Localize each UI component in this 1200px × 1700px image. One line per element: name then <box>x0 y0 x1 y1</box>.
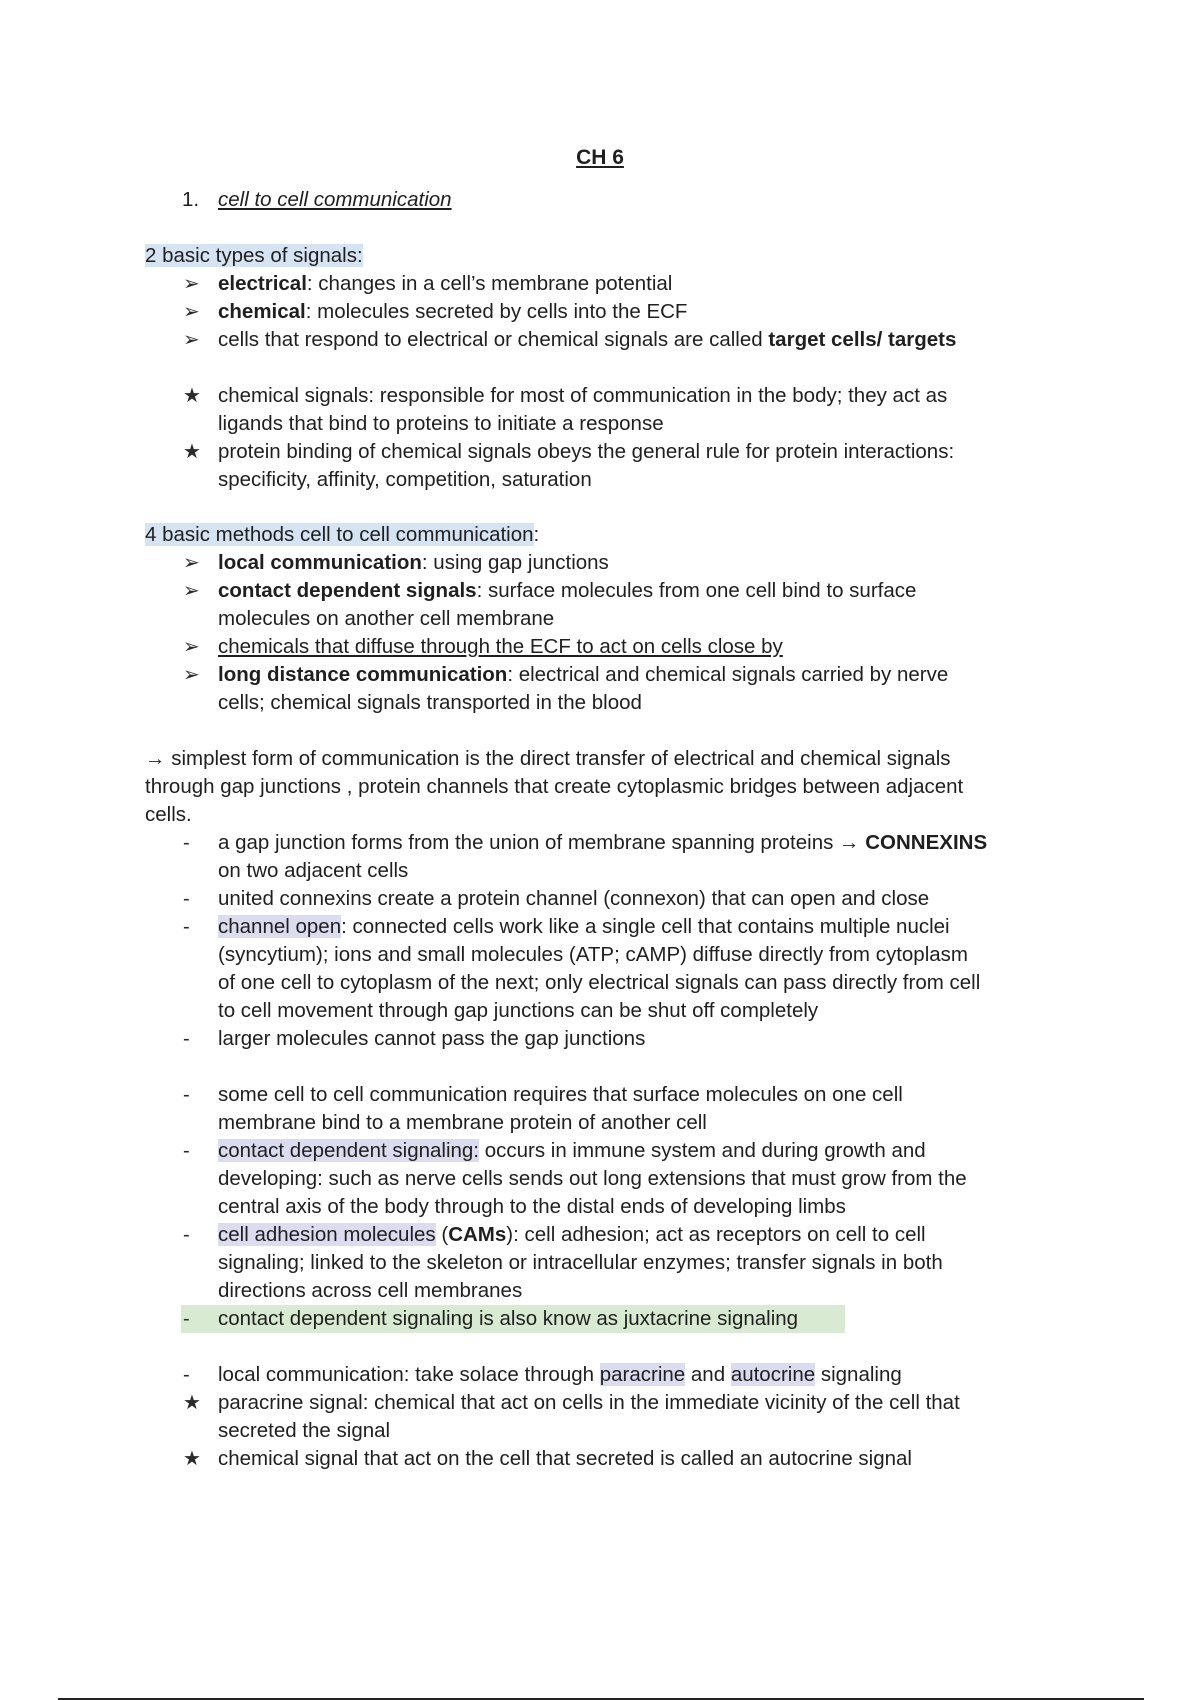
arrow-bullet-icon: ➢ <box>183 301 200 323</box>
list-item-cont: secreted the signal <box>218 1419 391 1442</box>
dash-bullet: - <box>183 1140 190 1162</box>
list-item-cont: specificity, affinity, competition, saturation <box>218 468 592 491</box>
list-item: larger molecules cannot pass the gap junctions <box>218 1027 646 1050</box>
arrow-bullet-icon: ➢ <box>183 580 200 602</box>
dash-bullet: - <box>183 916 190 938</box>
list-item: contact dependent signaling: occurs in immune system and during growth and <box>218 1139 926 1162</box>
dash-bullet: - <box>183 1084 190 1106</box>
methods-title: 4 basic methods cell to cell communication: <box>145 523 540 546</box>
dash-bullet: - <box>183 1364 190 1386</box>
arrow-bullet-icon: ➢ <box>183 273 200 295</box>
list-item: electrical: changes in a cell’s membrane potential <box>218 272 673 295</box>
dash-bullet: - <box>183 1224 190 1246</box>
arrow-bullet-icon: ➢ <box>183 664 200 686</box>
list-item-cont: membrane bind to a membrane protein of another cell <box>218 1111 707 1134</box>
list-item-cont: developing: such as nerve cells sends out long extensions that must grow from the <box>218 1167 967 1190</box>
list-item-cont: molecules on another cell membrane <box>218 607 555 630</box>
page-title: CH 6 <box>576 146 624 169</box>
list-item: local communication: take solace through paracrine and autocrine signaling <box>218 1363 902 1386</box>
dash-bullet: - <box>183 1028 190 1050</box>
list-item-cont: signaling; linked to the skeleton or intracellular enzymes; transfer signals in both <box>218 1251 943 1274</box>
list-item: chemical: molecules secreted by cells into the ECF <box>218 300 688 323</box>
arrow-bullet-icon: ➢ <box>183 636 200 658</box>
list-item-cont: of one cell to cytoplasm of the next; only electrical signals can pass directly from cell <box>218 971 981 994</box>
list-item-cont: to cell movement through gap junctions can be shut off completely <box>218 999 819 1022</box>
list-item-cont: central axis of the body through to the distal ends of developing limbs <box>218 1195 846 1218</box>
list-item: long distance communication: electrical and chemical signals carried by nerve <box>218 663 949 686</box>
section-heading: cell to cell communication <box>218 188 452 211</box>
list-item: cells that respond to electrical or chemical signals are called target cells/ targets <box>218 328 957 351</box>
list-item: united connexins create a protein channel (connexon) that can open and close <box>218 887 930 910</box>
star-bullet-icon: ★ <box>183 385 201 407</box>
star-bullet-icon: ★ <box>183 441 201 463</box>
list-item: local communication: using gap junctions <box>218 551 609 574</box>
list-item-cont: cells; chemical signals transported in the blood <box>218 691 642 714</box>
list-item: cell adhesion molecules (CAMs): cell adhesion; act as receptors on cell to cell <box>218 1223 926 1246</box>
list-item-cont: on two adjacent cells <box>218 859 409 882</box>
list-item: paracrine signal: chemical that act on cells in the immediate vicinity of the cell that <box>218 1391 960 1414</box>
list-number: 1. <box>182 188 200 211</box>
list-item: chemicals that diffuse through the ECF to act on cells close by <box>218 635 783 658</box>
arrow-bullet-icon: ➢ <box>183 329 200 351</box>
arrow-bullet-icon: ➢ <box>183 552 200 574</box>
list-item: protein binding of chemical signals obeys the general rule for protein interactions: <box>218 440 955 463</box>
list-item: contact dependent signaling is also know as juxtacrine signaling <box>218 1307 799 1330</box>
paragraph-line: cells. <box>145 803 192 826</box>
list-item-cont: ligands that bind to proteins to initiate a response <box>218 412 664 435</box>
list-item-cont: directions across cell membranes <box>218 1279 523 1302</box>
signals-title: 2 basic types of signals: <box>145 244 363 267</box>
list-item-cont: (syncytium); ions and small molecules (ATP; cAMP) diffuse directly from cytoplasm <box>218 943 968 966</box>
dash-bullet: - <box>183 888 190 910</box>
list-item: chemical signals: responsible for most of communication in the body; they act as <box>218 384 948 407</box>
paragraph-line: → simplest form of communication is the direct transfer of electrical and chemical signals <box>145 747 951 770</box>
list-item: contact dependent signals: surface molecules from one cell bind to surface <box>218 579 917 602</box>
list-item: a gap junction forms from the union of membrane spanning proteins → CONNEXINS <box>218 831 988 854</box>
star-bullet-icon: ★ <box>183 1392 201 1414</box>
dash-bullet: - <box>183 1308 190 1330</box>
list-item: channel open: connected cells work like a single cell that contains multiple nuclei <box>218 915 950 938</box>
list-item: chemical signal that act on the cell that secreted is called an autocrine signal <box>218 1447 912 1470</box>
star-bullet-icon: ★ <box>183 1448 201 1470</box>
dash-bullet: - <box>183 832 190 854</box>
paragraph-line: through gap junctions , protein channels that create cytoplasmic bridges between adjacent <box>145 775 964 798</box>
list-item: some cell to cell communication requires that surface molecules on one cell <box>218 1083 903 1106</box>
